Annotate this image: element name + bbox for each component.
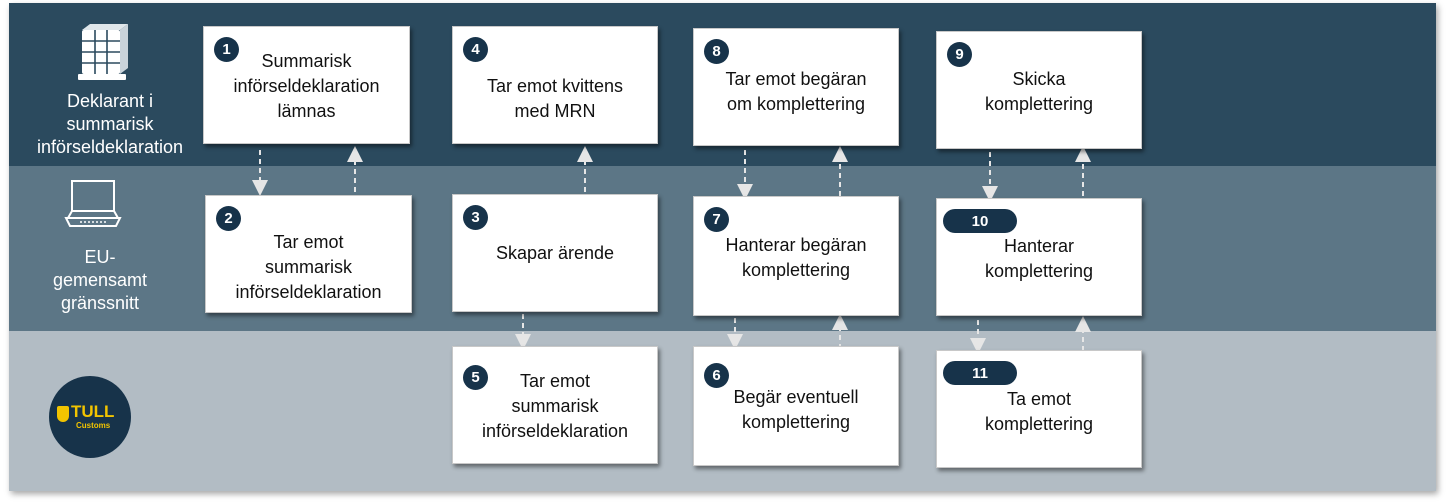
step-box-10 bbox=[936, 198, 1142, 316]
step-number-badge: 9 bbox=[947, 42, 972, 67]
step-text-line: Skapar ärende bbox=[495, 243, 615, 263]
step-box-4 bbox=[452, 26, 658, 144]
step-text-line: Tar emot bbox=[519, 371, 591, 391]
step-text-line: summarisk bbox=[264, 257, 352, 277]
lane-label-line: EU- bbox=[84, 247, 116, 267]
step-text-line: summarisk bbox=[511, 396, 599, 416]
step-text bbox=[206, 230, 411, 305]
step-number-badge: 11 bbox=[943, 361, 1017, 385]
step-text-line: komplettering bbox=[984, 414, 1094, 434]
customs-logo bbox=[49, 376, 131, 458]
step-text-line: om komplettering bbox=[726, 94, 866, 114]
step-box-6 bbox=[693, 346, 899, 466]
step-box-8 bbox=[693, 28, 899, 146]
step-text-line: Ta emot bbox=[1006, 389, 1072, 409]
step-text bbox=[694, 67, 898, 117]
step-text bbox=[694, 385, 898, 435]
customs-crown-icon bbox=[57, 406, 69, 422]
step-text bbox=[694, 233, 898, 283]
step-number-badge: 4 bbox=[463, 37, 488, 62]
customs-logo-text: TULL bbox=[71, 402, 115, 421]
lane-label-eu bbox=[30, 246, 170, 315]
step-box-7 bbox=[693, 196, 899, 316]
step-text-line: införseldeklaration bbox=[481, 421, 629, 441]
step-number-badge: 6 bbox=[704, 363, 729, 388]
computer-icon bbox=[64, 178, 122, 233]
lane-label-line: summarisk bbox=[66, 114, 154, 134]
step-text bbox=[937, 234, 1141, 284]
step-box-5 bbox=[452, 346, 658, 464]
step-number-badge: 10 bbox=[943, 209, 1017, 233]
lane-label-line: Deklarant i bbox=[66, 91, 154, 111]
step-text-line: lämnas bbox=[277, 101, 336, 121]
step-text bbox=[453, 241, 657, 266]
warehouse-icon bbox=[76, 22, 128, 89]
step-text-line: Hanterar bbox=[1003, 236, 1075, 256]
step-text bbox=[937, 67, 1141, 117]
step-text-line: med MRN bbox=[514, 101, 596, 121]
step-text-line: införseldeklaration bbox=[235, 282, 382, 302]
step-text-line: Skicka bbox=[1012, 69, 1066, 89]
step-number-badge: 1 bbox=[214, 37, 239, 62]
step-text-line: Tar emot kvittens bbox=[486, 76, 624, 96]
step-number-badge: 3 bbox=[463, 205, 488, 230]
step-text-line: Begär eventuell bbox=[733, 387, 859, 407]
step-text bbox=[204, 49, 409, 124]
step-text-line: Tar emot bbox=[273, 232, 344, 252]
step-number-badge: 5 bbox=[463, 365, 488, 390]
step-box-3 bbox=[452, 194, 658, 312]
step-text bbox=[937, 387, 1141, 437]
lane-label-line: införseldeklaration bbox=[36, 137, 184, 157]
step-text-line: komplettering bbox=[741, 412, 851, 432]
step-text bbox=[453, 74, 657, 124]
step-box-9 bbox=[936, 31, 1142, 149]
step-box-2 bbox=[205, 195, 412, 313]
step-box-11 bbox=[936, 350, 1142, 468]
step-text-line: Tar emot begäran bbox=[725, 69, 867, 89]
step-box-1 bbox=[203, 26, 410, 144]
step-text bbox=[453, 369, 657, 444]
step-text-line: Hanterar begäran bbox=[725, 235, 867, 255]
step-text-line: införseldeklaration bbox=[233, 76, 380, 96]
customs-logo-subtext: Customs bbox=[76, 421, 111, 430]
lane-label-line: gemensamt bbox=[52, 270, 148, 290]
lane-label-declarant bbox=[10, 90, 210, 159]
step-text-line: komplettering bbox=[741, 260, 851, 280]
step-number-badge: 7 bbox=[704, 207, 729, 232]
step-number-badge: 8 bbox=[704, 39, 729, 64]
lane-label-line: gränssnitt bbox=[60, 293, 140, 313]
step-text-line: komplettering bbox=[984, 94, 1094, 114]
step-text-line: Summarisk bbox=[261, 51, 352, 71]
step-text-line: komplettering bbox=[984, 261, 1094, 281]
step-number-badge: 2 bbox=[216, 206, 241, 231]
